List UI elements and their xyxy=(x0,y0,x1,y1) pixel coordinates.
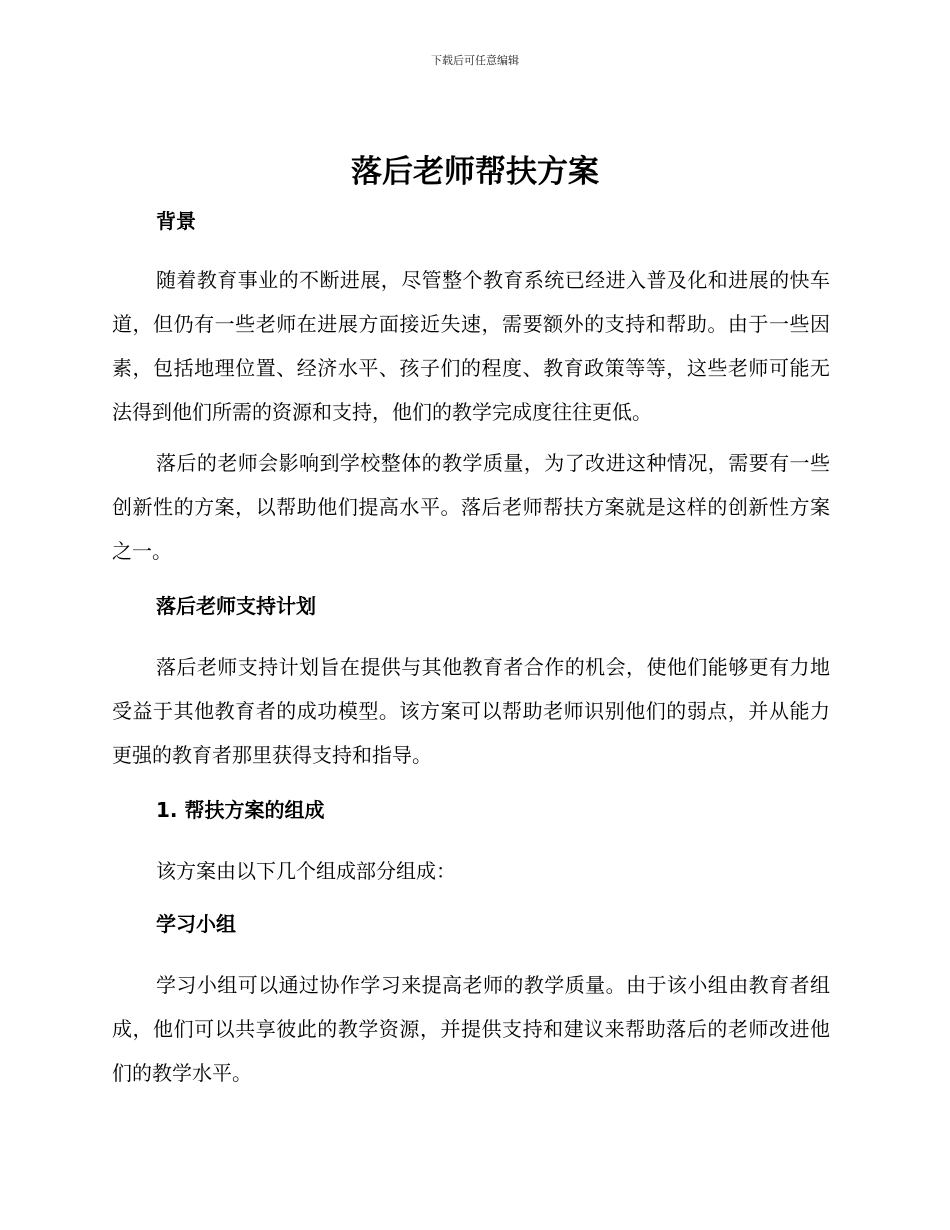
section-heading-study-group: 学习小组 xyxy=(156,912,236,936)
page-header: 下载后可任意编辑 xyxy=(431,54,519,67)
section-heading-support-plan: 落后老师支持计划 xyxy=(156,594,316,618)
paragraph-support-plan: 落后老师支持计划旨在提供与其他教育者合作的机会，使他们能够更有力地受益于其他教育者的成功模型。该方案可以帮助老师识别他们的弱点，并从能力更强的教育者那里获得支持和指导。 xyxy=(112,655,830,767)
paragraph-background-1: 随着教育事业的不断进展，尽管整个教育系统已经进入普及化和进展的快车道，但仍有一些老师在进展方面接近失速，需要额外的支持和帮助。由于一些因素，包括地理位置、经济水平、孩子们的程度、教育政策等等，这些老师可能无法得到他们所需的资源和支持，他们的教学完成度往往更低。 xyxy=(112,268,830,424)
section-heading-background: 背景 xyxy=(156,209,196,233)
document-title: 落后老师帮扶方案 xyxy=(351,154,599,190)
document-body xyxy=(112,199,830,1095)
paragraph-components: 该方案由以下几个组成部分组成： xyxy=(156,859,456,883)
section-heading-components: 1. 帮扶方案的组成 xyxy=(156,798,325,822)
paragraph-background-2: 落后的老师会影响到学校整体的教学质量，为了改进这种情况，需要有一些创新性的方案，以帮助他们提高水平。落后老师帮扶方案就是这样的创新性方案之一。 xyxy=(112,451,830,563)
paragraph-study-group: 学习小组可以通过协作学习来提高老师的教学质量。由于该小组由教育者组成，他们可以共享彼此的教学资源，并提供支持和建议来帮助落后的老师改进他们的教学水平。 xyxy=(112,973,830,1085)
